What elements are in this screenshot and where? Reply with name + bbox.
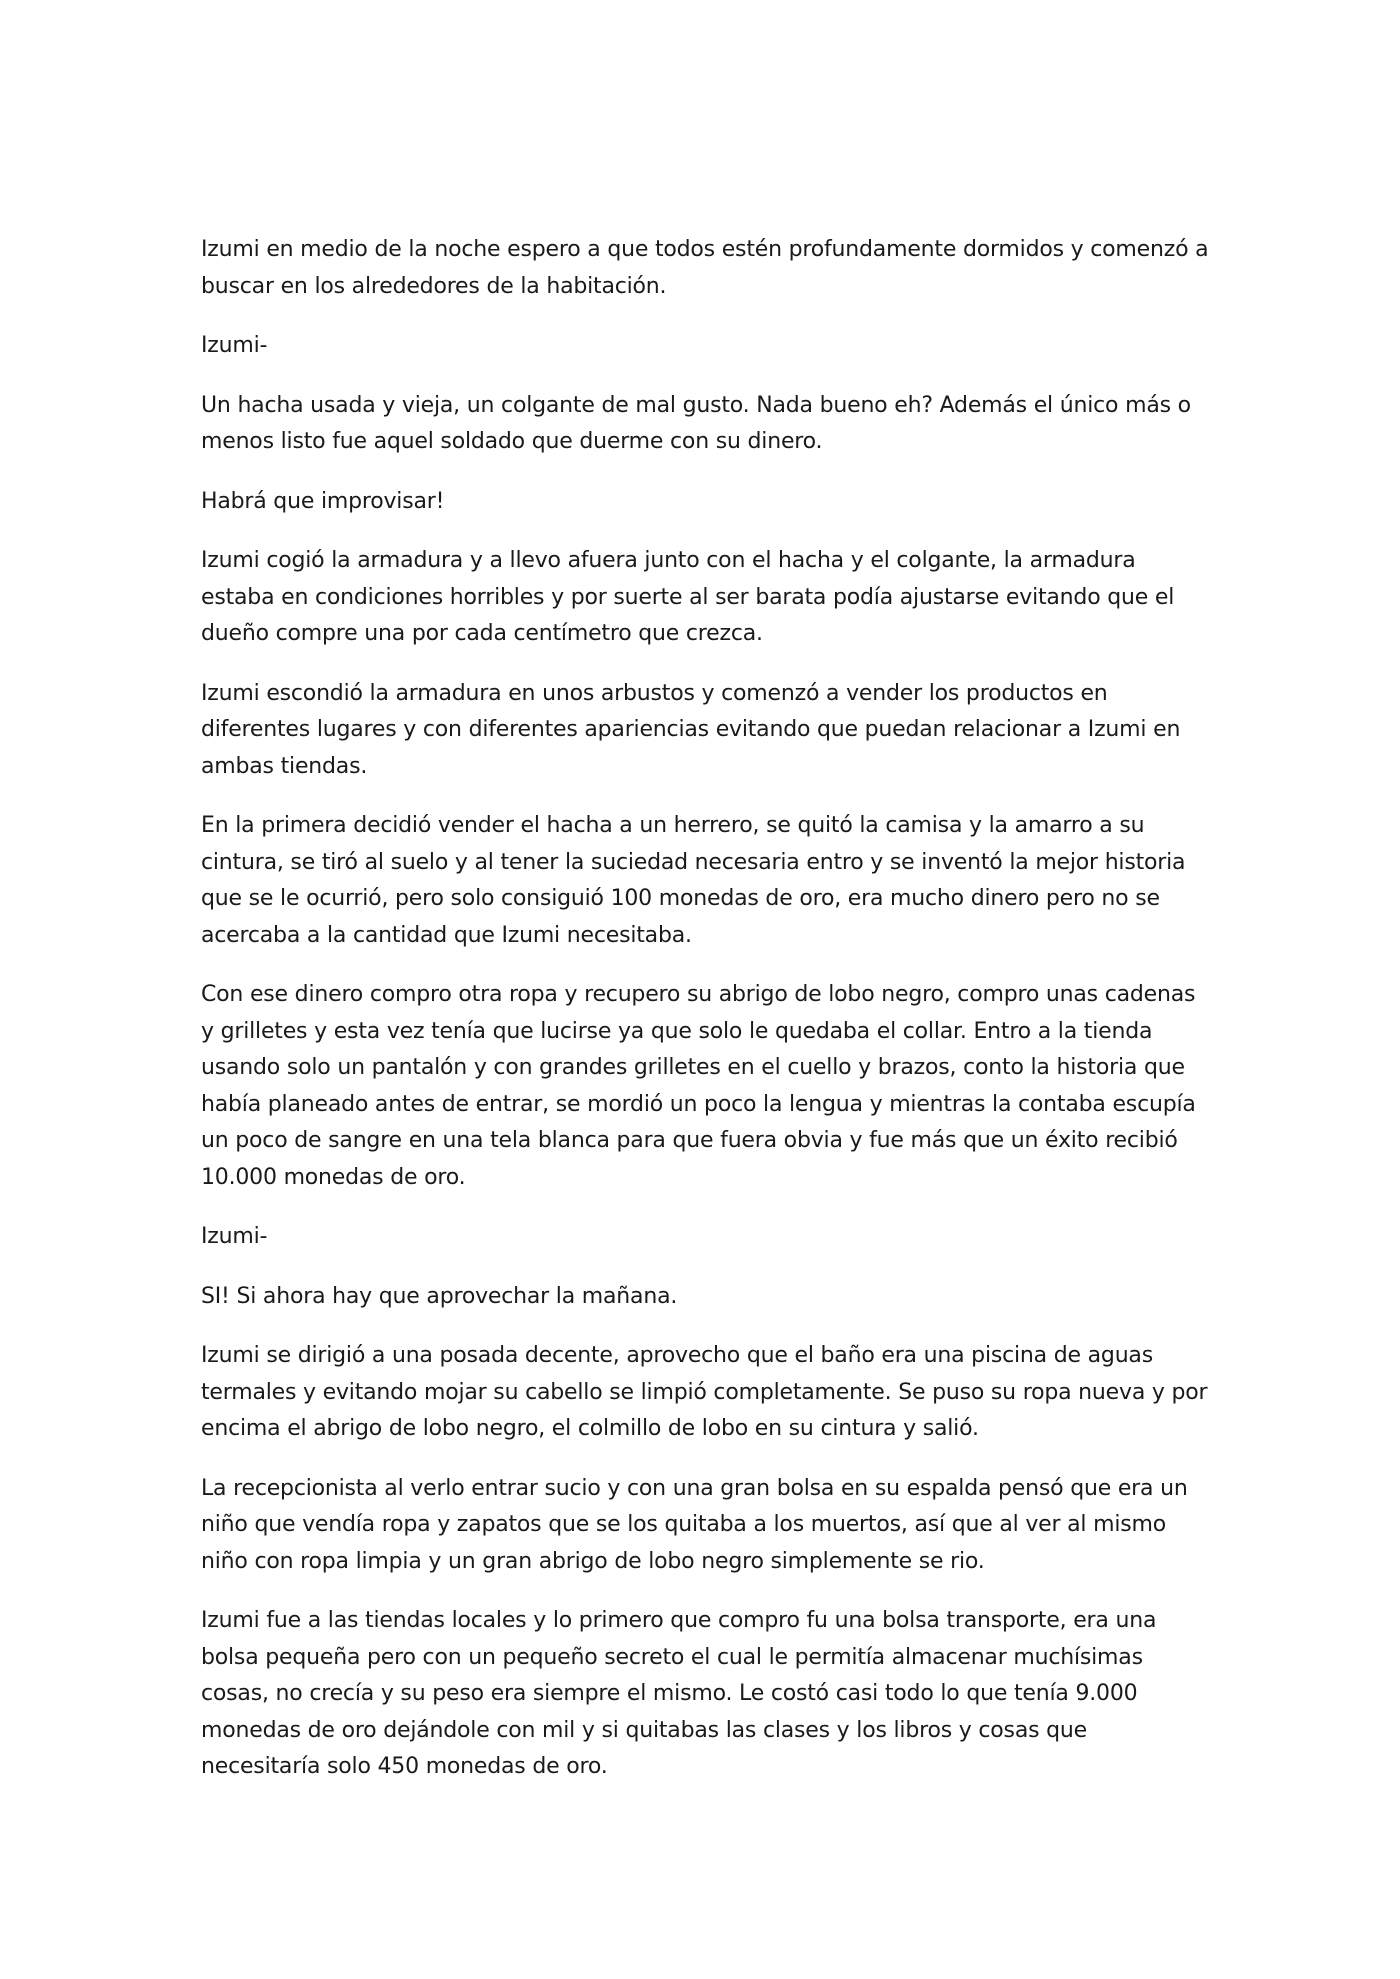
- paragraph: Izumi cogió la armadura y a llevo afuera junto con el hacha y el colgante, la armadura estaba en condiciones horribles y por suerte al ser barata podía ajustarse evitando que el dueño compre una por cada centímetro que crezca.: [201, 548, 1175, 646]
- paragraph: Con ese dinero compro otra ropa y recupero su abrigo de lobo negro, compro unas cadenas y grilletes y esta vez tenía que lucirse ya que solo le quedaba el collar. Entro a la tienda usando solo un pantalón y con grandes grilletes en el cuello y brazos, conto la historia que había planeado antes de entrar, se mordió un poco la lengua y mientras la contaba escupía un poco de sangre en una tela blanca para que fuera obvia y fue más que un éxito recibió 10.000 monedas de oro.: [201, 982, 1196, 1190]
- paragraph: Izumi fue a las tiendas locales y lo primero que compro fu una bolsa transporte, era una bolsa pequeña pero con un pequeño secreto el cual le permitía almacenar muchísimas cosas, no crecía y su peso era siempre el mismo. Le costó casi todo lo que tenía 9.000 monedas de oro dejándole con mil y si quitabas las clases y los libros y cosas que necesitaría solo 450 monedas de oro.: [201, 1608, 1157, 1779]
- document-body: [201, 232, 1211, 1809]
- paragraph: En la primera decidió vender el hacha a un herrero, se quitó la camisa y la amarro a su cintura, se tiró al suelo y al tener la suciedad necesaria entro y se inventó la mejor historia que se le ocurrió, pero solo consiguió 100 monedas de oro, era mucho dinero pero no se acercaba a la cantidad que Izumi necesitaba.: [201, 813, 1186, 948]
- paragraph: Izumi se dirigió a una posada decente, aprovecho que el baño era una piscina de aguas termales y evitando mojar su cabello se limpió completamente. Se puso su ropa nueva y por encima el abrigo de lobo negro, el colmillo de lobo en su cintura y salió.: [201, 1343, 1208, 1441]
- paragraph: Izumi-: [201, 333, 268, 358]
- paragraph: La recepcionista al verlo entrar sucio y con una gran bolsa en su espalda pensó que era un niño que vendía ropa y zapatos que se los quitaba a los muertos, así que al ver al mismo niño con ropa limpia y un gran abrigo de lobo negro simplemente se rio.: [201, 1475, 1188, 1574]
- paragraph: Izumi en medio de la noche espero a que todos estén profundamente dormidos y comenzó a buscar en los alrededores de la habitación.: [201, 237, 1209, 299]
- paragraph: Izumi escondió la armadura en unos arbustos y comenzó a vender los productos en diferentes lugares y con diferentes apariencias evitando que puedan relacionar a Izumi en ambas tiendas.: [201, 680, 1181, 779]
- paragraph: Habrá que improvisar!: [201, 488, 445, 514]
- paragraph: Un hacha usada y vieja, un colgante de mal gusto. Nada bueno eh? Además el único más o menos listo fue aquel soldado que duerme con su dinero.: [201, 392, 1191, 454]
- paragraph: SI! Si ahora hay que aprovechar la mañana.: [201, 1283, 678, 1309]
- paragraph: Izumi-: [201, 1224, 268, 1249]
